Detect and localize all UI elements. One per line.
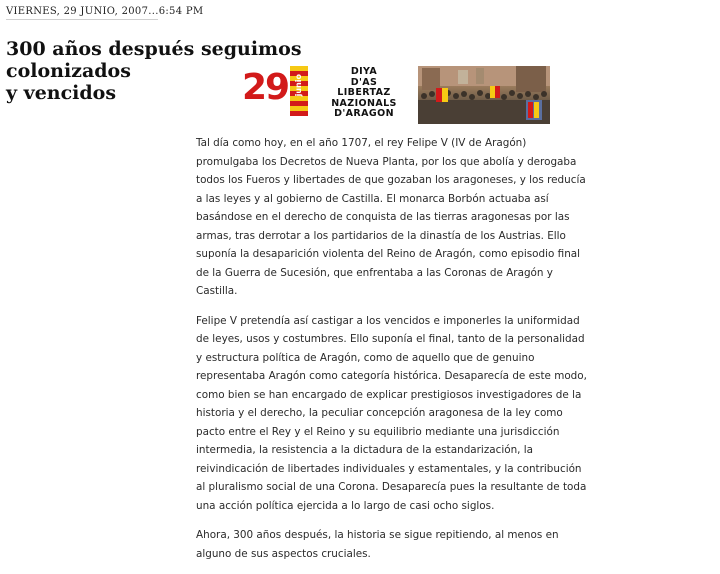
article-paragraph: Tal día como hoy, en el año 1707, el rey Felipe V (IV de Aragón) promulgaba los Decretos de Nueva Planta, por los que abolía y derogaba todos los Fueros y libertades de que gozaban los aragoneses, y los reducía a las leyes y al gobierno de Castilla. El monarca Borbón actuaba así basándose en el derecho de conquista de las tierras aragonesas por las armas, tras derrotar a los partidarios de la dinastía de los Austrias. Ello suponía la desaparición violenta del Reino de Aragón, como episodio final de la Guerra de Sucesión, que enfrentaba a las Coronas de Aragón y Castilla. [196,137,586,297]
banner-line: D'ARAGON [334,108,394,119]
banner-line: LIBERTAZ [337,87,391,98]
crowd-photo-illustration [418,66,550,124]
banner-month: junio [294,74,303,97]
post-title-line-1: 300 años después seguimos colonizados [6,38,302,82]
banner-line: D'AS [350,76,378,88]
banner-text [316,67,412,120]
demonstration-photo [418,66,550,124]
article-paragraph: Felipe V pretendía así castigar a los vencidos e imponerles la uniformidad de leyes, usos y costumbres. Ello suponía el final, tanto de la personalidad y estructura política de Aragón, como de aquello que de genuino representaba Aragón como categoría histórica. Desaparecía de este modo, como bien se han encargado de explicar prestigiosos investigadores de la historia y el derecho, la peculiar concepción aragonesa de la ley como pacto entre el Rey y el Reino y su equilibrio mediante una jurisdicción intermedia, la resistencia a la dictadura de la estandarización, la reivindicación de libertades individuales y estamentales, y la contribución al pluralismo social de una Corona. Desaparecía pues la resultante de toda una acción política ejercida a lo largo de casi ocho siglos. [196,314,587,512]
banner-number: 29 [242,67,289,108]
banner-line: NAZIONALS [331,97,397,109]
post-date: VIERNES, 29 JUNIO, 2007...6:54 PM [6,6,158,20]
post-title-line-2: y vencidos [6,82,117,104]
article-paragraph: Ahora, 300 años después, la historia se sigue repitiendo, al menos en alguno de sus aspectos cruciales. [196,529,559,560]
day-banner [242,64,412,120]
banner-line: DIYA [350,66,378,77]
article-body [196,134,588,574]
